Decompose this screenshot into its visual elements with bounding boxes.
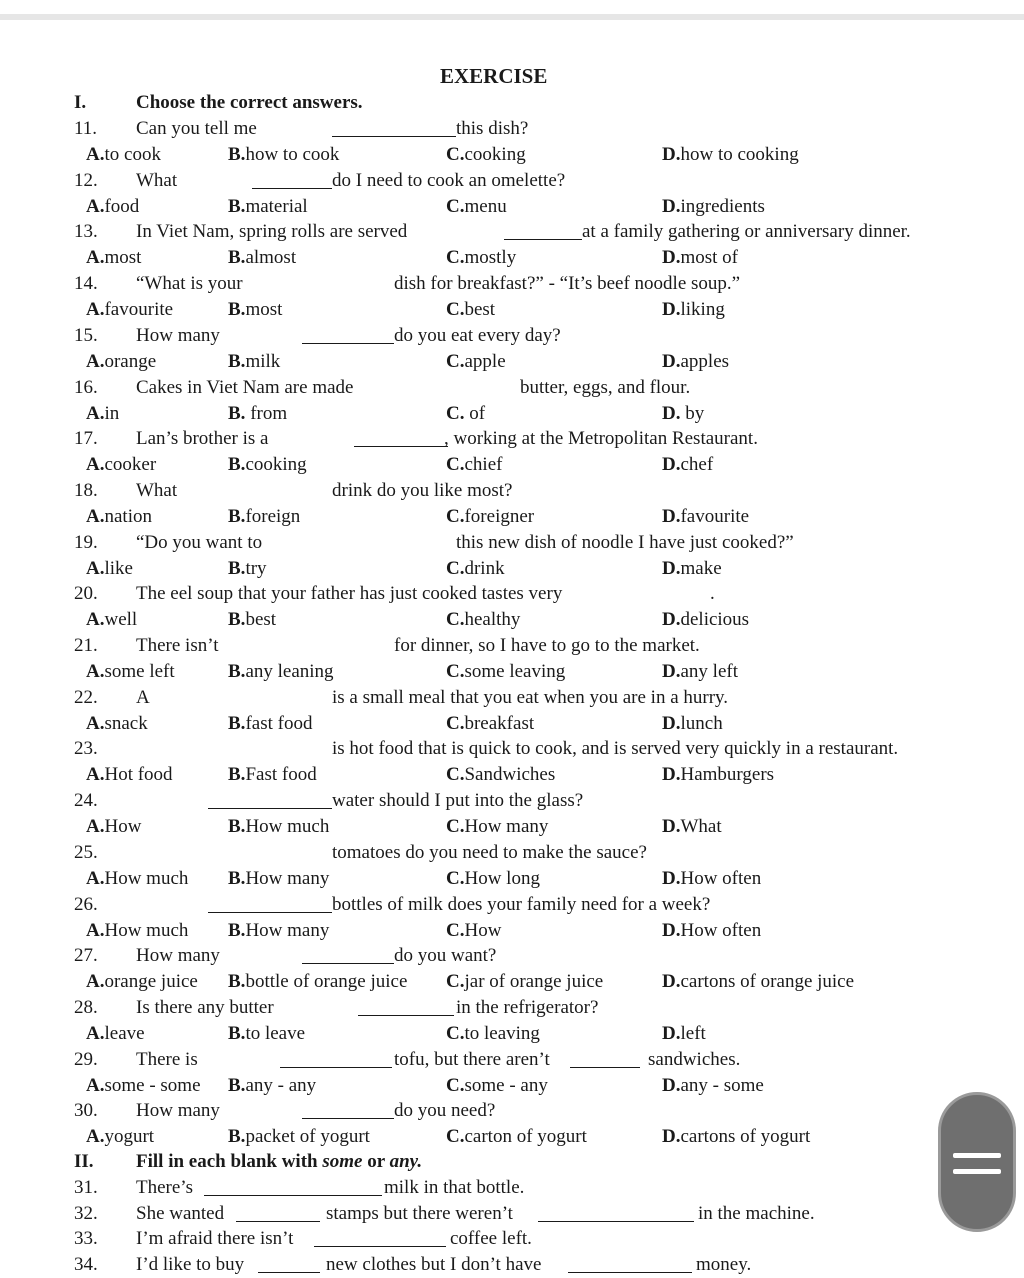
question-text: is a small meal that you eat when you are in a hurry. <box>332 686 729 708</box>
option-d[interactable]: D.most of <box>662 247 739 269</box>
option-d[interactable]: D.How often <box>662 867 762 889</box>
question-text: stamps but there weren’t <box>326 1202 513 1224</box>
question-text: this new dish of noodle I have just cooked?” <box>456 531 794 553</box>
option-b[interactable]: B.milk <box>228 350 281 372</box>
option-d[interactable]: D.delicious <box>662 609 750 631</box>
question-text: There isn’t <box>136 635 219 656</box>
option-c[interactable]: C.menu <box>446 195 507 217</box>
question-number: 30. <box>74 1100 98 1122</box>
question-text: “What is your <box>136 273 243 295</box>
question-text: do you eat every day? <box>394 324 561 346</box>
question-text: for dinner, so I have to go to the market. <box>394 635 700 656</box>
question-number: 21. <box>74 635 98 656</box>
question-number: 33. <box>74 1228 98 1249</box>
option-d[interactable]: D.left <box>662 1022 706 1044</box>
option-a[interactable]: A.to cook <box>86 144 161 165</box>
question-text: in the machine. <box>698 1202 815 1224</box>
option-b[interactable]: B.to leave <box>228 1022 306 1044</box>
option-b[interactable]: B.any leaning <box>228 661 334 682</box>
answer-blank[interactable] <box>302 343 394 344</box>
option-b[interactable]: B.How many <box>228 919 330 941</box>
option-a[interactable]: A.snack <box>86 712 148 734</box>
question-text: , working at the Metropolitan Restaurant. <box>444 428 758 450</box>
question-text: How many <box>136 1100 220 1122</box>
question-text: The eel soup that your father has just cooked tastes very <box>136 583 563 605</box>
option-b[interactable]: B.How many <box>228 867 330 889</box>
option-b[interactable]: B.how to cook <box>228 144 340 165</box>
option-c[interactable]: C.cooking <box>446 144 526 165</box>
question-text: I’m afraid there isn’t <box>136 1228 294 1249</box>
question-number: 27. <box>74 945 98 967</box>
question-text: do you need? <box>394 1100 496 1122</box>
question-text: How many <box>136 945 220 967</box>
question-text: In Viet Nam, spring rolls are served <box>136 221 408 243</box>
grip-line <box>953 1169 1001 1174</box>
answer-blank[interactable] <box>208 808 332 809</box>
option-a[interactable]: A.most <box>86 247 142 269</box>
option-a[interactable]: A.Hot food <box>86 764 173 786</box>
answer-blank[interactable] <box>332 136 456 137</box>
option-d[interactable]: D.ingredients <box>662 195 765 217</box>
question-text: There’s <box>136 1177 193 1198</box>
answer-blank[interactable] <box>204 1195 382 1196</box>
question-number: 32. <box>74 1202 98 1224</box>
answer-blank[interactable] <box>538 1221 694 1222</box>
option-b[interactable]: B.best <box>228 609 277 631</box>
option-b[interactable]: B.try <box>228 557 267 579</box>
question-number: 18. <box>74 479 98 501</box>
option-a[interactable]: A.well <box>86 609 138 631</box>
question-text: “Do you want to <box>136 531 263 553</box>
question-text: What <box>136 169 178 191</box>
option-c[interactable]: C. of <box>446 402 486 424</box>
option-d[interactable]: D.What <box>662 816 722 838</box>
question-number: 24. <box>74 790 98 812</box>
answer-blank[interactable] <box>236 1221 320 1222</box>
question-text: milk in that bottle. <box>384 1177 525 1198</box>
option-b[interactable]: B.cooking <box>228 454 307 476</box>
option-b[interactable]: B. from <box>228 402 288 424</box>
answer-blank[interactable] <box>280 1067 392 1068</box>
option-c[interactable]: C.Sandwiches <box>446 764 556 786</box>
option-a[interactable]: A.like <box>86 557 133 579</box>
option-b[interactable]: B.How much <box>228 816 330 838</box>
option-a[interactable]: A.How <box>86 816 142 838</box>
option-d[interactable]: D. by <box>662 402 705 424</box>
option-a[interactable]: A.orange juice <box>86 971 198 993</box>
option-d[interactable]: D.favourite <box>662 505 750 527</box>
question-text: do I need to cook an omelette? <box>332 169 566 191</box>
option-b[interactable]: B.any - any <box>228 1074 317 1096</box>
question-text: drink do you like most? <box>332 479 513 501</box>
question-text: water should I put into the glass? <box>332 790 584 812</box>
question-text: Lan’s brother is a <box>136 428 269 450</box>
question-text: There is <box>136 1048 198 1070</box>
question-text: How many <box>136 324 220 346</box>
answer-blank[interactable] <box>358 1015 454 1016</box>
answer-blank[interactable] <box>252 188 332 189</box>
option-b[interactable]: B.almost <box>228 247 297 269</box>
answer-blank[interactable] <box>302 963 394 964</box>
option-d[interactable]: D.Hamburgers <box>662 764 775 786</box>
option-b[interactable]: B.packet of yogurt <box>228 1126 370 1148</box>
question-text: tomatoes do you need to make the sauce? <box>332 841 647 863</box>
option-c[interactable]: C.drink <box>446 557 505 579</box>
question-number: 14. <box>74 273 98 295</box>
option-a[interactable]: A.food <box>86 195 140 217</box>
option-a[interactable]: A.How much <box>86 867 189 889</box>
question-text: at a family gathering or anniversary dinner. <box>582 221 911 243</box>
top-edge <box>0 0 1024 20</box>
question-text: I’d like to buy <box>136 1253 245 1275</box>
question-number: 12. <box>74 169 98 191</box>
question-text: in the refrigerator? <box>456 996 599 1018</box>
option-c[interactable]: C.breakfast <box>446 712 535 734</box>
option-d[interactable]: D.How often <box>662 919 762 941</box>
question-number: 31. <box>74 1177 98 1198</box>
option-c[interactable]: C.apple <box>446 350 506 372</box>
option-d[interactable]: D.any left <box>662 661 738 682</box>
option-d[interactable]: D.how to cooking <box>662 144 799 165</box>
section-number: I. <box>74 92 87 113</box>
option-d[interactable]: D.liking <box>662 299 725 321</box>
question-number: 20. <box>74 583 98 605</box>
option-b[interactable]: B.Fast food <box>228 764 317 786</box>
answer-blank[interactable] <box>504 239 582 240</box>
option-c[interactable]: C.How long <box>446 867 540 889</box>
option-c[interactable]: C.foreigner <box>446 505 535 527</box>
section-instruction: Fill in each blank with some or any. <box>136 1151 423 1172</box>
option-a[interactable]: A.cooker <box>86 454 157 476</box>
option-a[interactable]: A.some - some <box>86 1074 201 1096</box>
option-c[interactable]: C.jar of orange juice <box>446 971 604 993</box>
question-text: . <box>710 583 715 605</box>
option-a[interactable]: A.nation <box>86 505 152 527</box>
answer-blank[interactable] <box>208 912 332 913</box>
option-a[interactable]: A.some left <box>86 661 175 682</box>
option-a[interactable]: A.favourite <box>86 299 174 321</box>
option-c[interactable]: C.carton of yogurt <box>446 1126 587 1148</box>
question-text: A <box>136 686 150 708</box>
option-c[interactable]: C.How many <box>446 816 549 838</box>
option-b[interactable]: B.bottle of orange juice <box>228 971 408 993</box>
option-a[interactable]: A.leave <box>86 1022 145 1044</box>
question-number: 15. <box>74 324 98 346</box>
question-text: sandwiches. <box>648 1048 741 1070</box>
answer-blank[interactable] <box>314 1246 446 1247</box>
question-number: 29. <box>74 1048 98 1070</box>
option-a[interactable]: A.yogurt <box>86 1126 155 1148</box>
option-b[interactable]: B.fast food <box>228 712 313 734</box>
option-b[interactable]: B.foreign <box>228 505 301 527</box>
option-c[interactable]: C.How <box>446 919 502 941</box>
question-number: 23. <box>74 738 98 760</box>
option-a[interactable]: A.How much <box>86 919 189 941</box>
option-c[interactable]: C.some leaving <box>446 661 566 682</box>
question-text: bottles of milk does your family need for a week? <box>332 893 711 915</box>
question-number: 17. <box>74 428 98 450</box>
answer-blank[interactable] <box>570 1067 640 1068</box>
question-text: butter, eggs, and flour. <box>520 376 691 398</box>
grip-line <box>953 1153 1001 1158</box>
question-number: 16. <box>74 376 98 398</box>
question-text: tofu, but there aren’t <box>394 1048 550 1070</box>
question-number: 22. <box>74 686 98 708</box>
option-c[interactable]: C.chief <box>446 454 503 476</box>
option-d[interactable]: D.lunch <box>662 712 723 734</box>
question-text: She wanted <box>136 1202 225 1224</box>
section-instruction: Choose the correct answers. <box>136 92 363 113</box>
option-a[interactable]: A.in <box>86 402 120 424</box>
option-d[interactable]: D.any - some <box>662 1074 764 1096</box>
question-text: Can you tell me <box>136 118 257 139</box>
option-c[interactable]: C.mostly <box>446 247 517 269</box>
scroll-handle[interactable] <box>938 1092 1016 1232</box>
option-c[interactable]: C.healthy <box>446 609 521 631</box>
question-number: 26. <box>74 893 98 915</box>
option-c[interactable]: C.to leaving <box>446 1022 540 1044</box>
option-d[interactable]: D.make <box>662 557 722 579</box>
question-text: What <box>136 479 178 501</box>
question-number: 28. <box>74 996 98 1018</box>
answer-blank[interactable] <box>354 446 448 447</box>
page-title: EXERCISE <box>440 64 548 88</box>
option-d[interactable]: D.apples <box>662 350 730 372</box>
question-number: 34. <box>74 1253 98 1275</box>
question-number: 19. <box>74 531 98 553</box>
option-b[interactable]: B.most <box>228 299 283 321</box>
answer-blank[interactable] <box>258 1272 320 1273</box>
option-b[interactable]: B.material <box>228 195 308 217</box>
option-c[interactable]: C.some - any <box>446 1074 548 1096</box>
option-d[interactable]: D.cartons of yogurt <box>662 1126 811 1148</box>
option-d[interactable]: D.cartons of orange juice <box>662 971 855 993</box>
question-text: this dish? <box>456 118 529 139</box>
question-text: money. <box>696 1253 752 1275</box>
question-number: 25. <box>74 841 98 863</box>
question-text: new clothes but I don’t have <box>326 1253 542 1275</box>
section-number: II. <box>74 1151 94 1172</box>
question-number: 13. <box>74 221 98 243</box>
question-text: Cakes in Viet Nam are made <box>136 376 354 398</box>
option-a[interactable]: A.orange <box>86 350 157 372</box>
question-text: Is there any butter <box>136 996 274 1018</box>
question-text: dish for breakfast?” - “It’s beef noodle soup.” <box>394 273 741 295</box>
option-c[interactable]: C.best <box>446 299 496 321</box>
answer-blank[interactable] <box>302 1118 394 1119</box>
question-text: is hot food that is quick to cook, and is served very quickly in a restaurant. <box>332 738 899 760</box>
question-text: do you want? <box>394 945 497 967</box>
answer-blank[interactable] <box>568 1272 692 1273</box>
option-d[interactable]: D.chef <box>662 454 714 476</box>
question-text: coffee left. <box>450 1228 532 1249</box>
question-number: 11. <box>74 118 98 139</box>
